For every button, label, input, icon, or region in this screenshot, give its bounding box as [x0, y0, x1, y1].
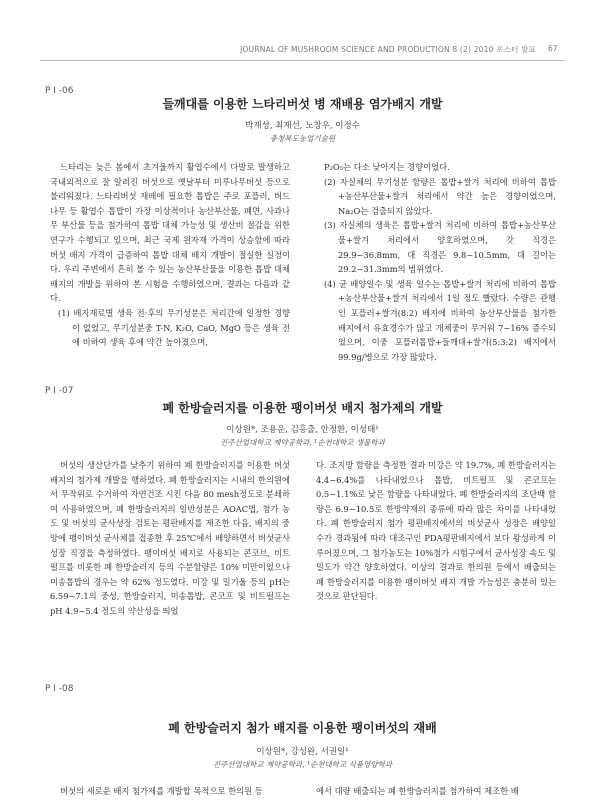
journal-header: JOURNAL OF MUSHROOM SCIENCE AND PRODUCTION 8 (2) 2010 포스터 발표 [240, 45, 536, 54]
abstract-authors: 이상원*, 강성완, 서권일¹ [256, 747, 349, 757]
paragraph: 에서 대량 배출되는 폐 한방슬러지를 첨가하여 제조한 배 [316, 786, 519, 796]
header-rule [40, 60, 565, 61]
abstract-body-right [316, 784, 556, 799]
abstract-body-right [316, 458, 556, 604]
abstract-authors: 박재성, 최재선, 노창우, 이정수 [245, 121, 360, 131]
list-item: (1) 배지재료별 생육 전·후의 무기성분은 처리간에 일정한 경향이 없었고, 무기성분중 T-N, K₂O, CaO, MgO 등은 생육 전에 비하여 생육 후에 약간 높아졌으며, [58, 307, 290, 348]
abstract-title: 폐 한방슬러지를 이용한 팽이버섯 배지 첨가제의 개발 [162, 401, 443, 415]
list-item: (3) 자실체의 생육은 톱밥+쌀겨 처리에 비하여 톱밥+농산부산물+쌀겨 처리에서 양호하였으며, 갓 직경은 29.9~36.8mm, 대 직경은 9.8~10.5mm, 대 길이는 29.2~31.3mm의 범위였다. [324, 220, 556, 275]
abstract-body-right [316, 160, 556, 364]
abstract-body-left [50, 784, 290, 799]
list-item: (4) 균 배양일수 및 생육 일수는 톱밥+쌀겨 처리에 비하여 톱밥+농산부산물+쌀겨 처리에서 1일 정도 빨랐다. 수량은 관행인 포플러+쌀겨(8:2) 배지에 비하여 농산부산물을 첨가한 배지에서 유효경수가 많고 개체중이 무거워 7~16% 증수되었으며, 이중 포플러톱밥+들깨대+쌀겨(5:3:2) 배지에서 99.9g/병으로 가장 많았다. [324, 278, 556, 362]
abstract-affiliation: 충청북도농업기술원 [269, 134, 336, 143]
list-item: (2) 자실체의 무기성분 함량은 톱밥+쌀겨 처리에 비하여 톱밥+농산부산물+쌀겨 처리에서 약간 높은 경향이었으며, Na₂O는 검출되지 않았다. [324, 176, 556, 216]
paragraph: 다. 조지방 함량을 측정한 결과 미강은 약 19.7%, 폐 한방슬러지는 4.4~6.4%를 나타내었으나 톱밥, 비트펄프 및 콘코프는 0.5~1.1%로 낮은 함량을 나타내었다. 폐 한방슬러지의 조단백 함량은 6.9~10.5로 한방약재의 종류에 따라 많은 차이를 나타내었다. 폐 한방슬러지 첨가 평판배지에서의 버섯균사 성장은 배양일 수가 경과됨에 따라 대조구인 PDA평판배지에서 보다 왕성하게 이루어졌으며, 그 첨가농도는 10%첨가 시험구에서 균사성장 속도 및 밀도가 약간 양호하였다. 이상의 결과로 한의원 등에서 배출되는 폐 한방슬러지를 이용한 팽이버섯 배지 개발 가능성은 충분히 있는 것으로 판단된다. [316, 460, 556, 602]
abstract-body-left [50, 160, 290, 350]
paragraph: 느타리는 늦은 봄에서 초겨울까지 활엽수에서 다발로 발생하고 국내외적으로 잘 알려진 버섯으로 옛날부터 미루나무버섯 등으로 불리워졌다. 느타리버섯 재배에 필요한 톱밥은 주로 포플러, 버드나무 등 활엽수 톱밥이 가장 이상적이나 농산부산물, 폐면, 사과나무 부산물 등을 첨가하여 톱밥 대체 가능성 및 생산비 절감을 위한 연구가 수행되고 있으며, 최근 국제 원자재 가격이 상승함에 따라 버섯 배지 가격이 급증하여 톱밥 대체 배지 개발이 절실한 실정이다. 우리 주변에서 흔히 볼 수 있는 농산부산물을 이용한 톱밥 대체 배지의 개발을 위하여 본 시험을 수행하였으며, 결과는 다음과 같다. [50, 162, 290, 304]
abstract-id: P I -06 [45, 86, 74, 96]
paragraph: 버섯의 생산단가를 낮추기 위하여 폐 한방슬러지를 이용한 버섯배지의 첨가제 개발을 행하였다. 폐 한방슬러지는 시내의 한의원에서 무작위로 수거하여 자연건조 시킨 다음 80 mesh정도로 분쇄하여 사용하였으며, 폐 한방슬러지의 일반성분은 AOAC법, 첨가 농도 및 버섯의 균사성장 검토는 평판배지를 제조한 다음, 배지의 중앙에 팽이버섯 균사체를 접종한 후 25℃에서 배양하면서 버섯균사 성장 직경을 측정하였다. 팽이버섯 배지로 사용되는 콘코브, 비트펄프를 비롯한 폐 한방슬러지 등의 수분함량은 10% 미만이었으나 미송톱밥의 경우는 약 62% 정도였다. 미강 및 밀기울 등의 pH는 6.59~7.1의 중성, 한방슬러지, 미송톱밥, 콘코프 및 비트펄프는 pH 4.9~5.4 정도의 약산성을 띄었 [50, 460, 290, 616]
abstract-id: P I -07 [45, 386, 74, 396]
abstract-affiliation: 진주산업대학교 제약공학과, ¹순천대학교 식품영양학과 [212, 760, 393, 769]
abstract-affiliation: 진주산업대학교 제약공학과, ¹순천대학교 생물학과 [220, 438, 385, 447]
abstract-title: 폐 한방슬러지 첨가 배지를 이용한 팽이버섯의 재배 [168, 721, 437, 735]
abstract-title: 들깨대를 이용한 느타리버섯 병 재배용 염가배지 개발 [162, 97, 443, 111]
paragraph: P₂O₅는 다소 낮아지는 경향이었다. [324, 162, 450, 172]
abstract-body-left [50, 458, 290, 619]
abstract-authors: 이상원*, 조용운, 김홍출, 안정환, 이성태¹ [226, 425, 379, 435]
paragraph: 버섯의 새로운 배지 첨가제를 개발할 목적으로 한의원 등 [60, 786, 263, 796]
page-number: 67 [548, 44, 558, 53]
abstract-id: P I -08 [45, 684, 74, 694]
